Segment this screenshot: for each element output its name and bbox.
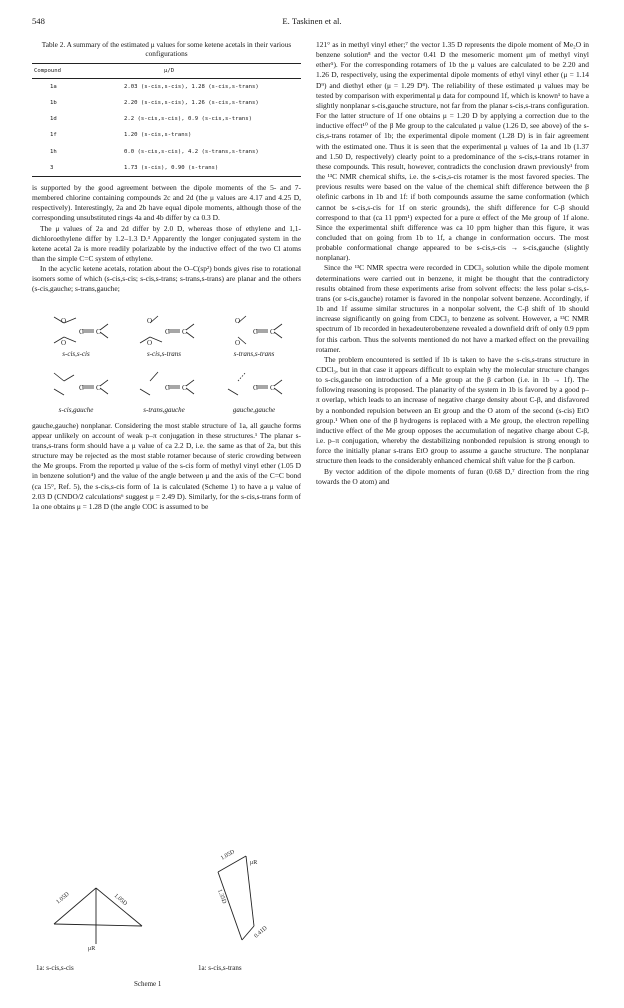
scheme-1 bbox=[32, 826, 332, 996]
conformer-label: s-cis,gauche bbox=[58, 405, 94, 414]
atom-c: C bbox=[182, 327, 187, 336]
atom-o: O bbox=[147, 316, 153, 325]
table-row bbox=[32, 144, 301, 160]
scheme-label-b: 1a: s-cis,s-trans bbox=[198, 964, 242, 972]
value-cell: 2.03 (s-cis,s-cis), 1.28 (s-cis,s-trans) bbox=[124, 83, 259, 90]
page-header bbox=[32, 16, 592, 30]
right-paragraph-1: 121° as in methyl vinyl ether;⁷ the vector 1.35 D represents the dipole moment of Me₂O in benzene solution⁸ and the vector 0.41 D the mesomeric moment μm of methyl vinyl ether⁵). For the corresponding rotamers of 1b the μ values are calculated to be 2.20 and 1.26 D, respectively, using the experimental dipole moments of ethyl vinyl ether (μ = 1.14 D⁹) and diethyl ether (μ = 1.29 D⁸). The reliability of these estimated μ values may be tested by comparison with experimental μ data for compound 1f, which is known¹ to have a slightly nonplanar s-cis,gauche structure, not far from the planar s-cis,s-trans configuration. For the latter structure of 1f one obtains μ = 1.20 D by applying a correction due to the inductive effect¹⁰ of the β Me group to the calculated μ value (1.26 D, see above) of the s-cis,s-trans rotamer of 1b; the experimental dipole moment (1.28 D) is in fair agreement with the estimated one. Thus it is seen that the experimental μ values of 1a and 1b (1.37 and 1.50 D, respectively) clearly point to a predominance of the s-cis,s-trans rotamer in these compounds. This result, however, contradicts the conclusion drawn previously¹ from the ¹³C NMR chemical shifts, i.e. the s-cis,s-cis rotamer is the most favored species. The previous results were based on the value of the chemical shift difference between the β olefinic carbons in 1b and 1f: if both compounds assume the same conformation (which cannot be s-cis,s-cis for 1f on steric grounds), the shift difference for C-β should correspond to that (ca 11 ppm¹) expected for a pure α effect of the Me group of 1f alone. Since the experimental shift difference was ca 10 ppm higher than this figure, it was concluded that on going from 1b to 1f, a change in conformation occurs. The most probable conformational change appeared to be s-cis,s-cis → s-cis,gauche (slightly nonplanar). bbox=[316, 40, 589, 263]
atom-o: O bbox=[61, 316, 67, 325]
value-cell: 0.0 (s-cis,s-cis), 4.2 (s-trans,s-trans) bbox=[124, 148, 259, 155]
atom-c: C bbox=[96, 383, 101, 392]
running-head: E. Taskinen et al. bbox=[282, 16, 342, 26]
atom-c: C bbox=[96, 327, 101, 336]
atom-o: O bbox=[235, 316, 241, 325]
value-cell: 1.20 (s-cis,s-trans) bbox=[124, 132, 192, 139]
atom-c: C bbox=[165, 383, 170, 392]
vector-label: 1.05D bbox=[220, 849, 236, 862]
value-cell: 1.73 (s-cis), 0.90 (s-trans) bbox=[122, 160, 301, 177]
scheme-label-a: 1a: s-cis,s-cis bbox=[36, 964, 74, 972]
compound-cell: 1b bbox=[50, 100, 57, 107]
right-column bbox=[316, 40, 589, 487]
atom-c: C bbox=[165, 327, 170, 336]
conformer-figure bbox=[32, 301, 301, 417]
vector-label: 1.05D bbox=[55, 891, 71, 906]
table-row bbox=[32, 127, 301, 143]
left-paragraph-3: In the acyclic ketene acetals, rotation about the O–C(sp²) bonds gives rise to rotational isomers some of which (s-cis,s-cis; s-cis,s-trans; s-trans,s-trans) are planar and the others (s-cis,gauche; s-trans,gauche; bbox=[32, 264, 301, 294]
atom-o: O bbox=[61, 338, 67, 347]
conformer-label: s-trans,s-trans bbox=[233, 349, 275, 358]
right-paragraph-4: By vector addition of the dipole moments of furan (0.68 D,⁷ direction from the ring towards the O atom) and bbox=[316, 466, 589, 486]
compound-cell: 1f bbox=[50, 132, 57, 139]
vector-label: 0.41D bbox=[253, 925, 269, 940]
atom-c: C bbox=[79, 327, 84, 336]
atom-o: O bbox=[235, 338, 241, 347]
right-paragraph-2: Since the ¹³C NMR spectra were recorded in CDCl₃ solution while the dipole moment determinations were carried out in benzene, it might be thought that the contradictory results obtained from these experiments arise from solvent effects: the less polar s-cis,s-trans (or s-cis,gauche) rotamer is favored in the nonpolar solvent benzene. Accordingly, if 1b and 1f assume similar structures in a nonpolar solvent, the C-β shift of 1b should increase significantly on going from CDCl₃ to benzene as solvent. However, a ¹³C NMR spectrum of 1b recorded in hexadeuterobenzene revealed a downfield drift of only 0.9 ppm for this carbon. Thus the solvents mentioned do not have a marked effect on the prevailing rotamer. bbox=[316, 263, 589, 354]
table-row bbox=[32, 160, 301, 177]
vector-label: 1.35D bbox=[216, 888, 227, 905]
value-cell: 2.2 (s-cis,s-cis), 0.9 (s-cis,s-trans) bbox=[124, 116, 252, 123]
scheme-vectors bbox=[32, 826, 332, 996]
mu-r-label: μR bbox=[88, 946, 96, 952]
conformer-label: gauche,gauche bbox=[232, 405, 276, 414]
table-caption: Table 2. A summary of the estimated μ values for some ketene acetals in their various configurations bbox=[41, 40, 292, 59]
structure-s-trans-s-trans bbox=[238, 316, 282, 344]
table-row bbox=[32, 111, 301, 127]
vector-label: 1.05D bbox=[112, 892, 128, 908]
conformer-label: s-cis,s-trans bbox=[146, 349, 182, 358]
value-cell: 2.20 (s-cis,s-cis), 1.26 (s-cis,s-trans) bbox=[124, 100, 259, 107]
atom-c: C bbox=[182, 383, 187, 392]
atom-c: C bbox=[270, 383, 275, 392]
column-header: μ/D bbox=[122, 63, 301, 78]
left-column bbox=[32, 40, 301, 512]
mu-r-label: μR bbox=[250, 860, 258, 866]
atom-c: C bbox=[79, 383, 84, 392]
atom-o: O bbox=[147, 338, 153, 347]
right-paragraph-3: The problem encountered is settled if 1b is taken to have the s-cis,s-trans structure in CDCl₃, but in that case it appears difficult to explain why the molecular structure changes to s-cis,gauche on introduction of a Me group at the β carbon (i.e. in 1b → 1f). The following reasoning is proposed. The planarity of the system in 1b is favored by a good p–π overlap, which leads to an increase of negative charge density about C-β, and disfavored by a nonbonded repulsion between an Et group and the O atom of the second (s-cis) EtO group.¹ When one of the β hydrogens is replaced with a Me group, the electron repelling inductive effect of the Me group opposes the accumulation of negative charge about C-β, i.e. p–π conjugation, whereby the destabilizing nonbonded repulsion is strong enough to force the initially planar s-trans EtO group to assume a gauche structure. The nonplanar structure then leads to the considerably enhanced chemical shift value for the β carbon. bbox=[316, 354, 589, 466]
atom-c: C bbox=[270, 327, 275, 336]
table-header-row bbox=[32, 63, 301, 78]
scheme-title: Scheme 1 bbox=[134, 980, 162, 988]
conformer-label: s-cis,s-cis bbox=[62, 349, 90, 358]
column-header: Compound bbox=[32, 63, 122, 78]
table-row bbox=[32, 78, 301, 95]
left-paragraph-1: is supported by the good agreement between the dipole moments of the 5- and 7-membered chlorine containing compounds 2c and 2d (the μ values are 4.17 and 4.25 D, respectively). Interestingly, 2a and 2b have equal dipole moments, although those of the corresponding unsubstituted rings 4a and 4b differ by ca 0.3 D. bbox=[32, 182, 301, 223]
conformer-label: s-trans,gauche bbox=[143, 405, 185, 414]
left-paragraph-2: The μ values of 2a and 2d differ by 2.0 D, whereas those of ethylene and 1,1-dichloroethylene differ by 1.2–1.3 D.³ Apparently the longer conjugated system in the ketene acetal 2a is more readily polarizable by the inductive effect of the two Cl atoms than the simple C=C system of ethylene. bbox=[32, 223, 301, 263]
atom-c: C bbox=[253, 383, 258, 392]
left-paragraph-4: gauche,gauche) nonplanar. Considering the most stable structure of 1a, all gauche forms appear unlikely on account of weak p–π conjugation in these structures.¹ The planar s-trans,s-trans form should have a μ value of ca 2.2 D, i.e. the same as that of 2a, but this structure may be rejected as the most stable rotamer because of steric crowding between the Me groups. From the reported μ value of the s-cis form of methyl vinyl ether (1.05 D in benzene solution⁴) and the value of the angle between μ and the axis of the C=C bond (ca 15°, Ref. 5), the s-cis,s-cis form of 1a is calculated (Scheme 1) to have a μ value of 2.03 D (CNDO/2 calculations⁶ suggest μ = 2.49 D). Similarly, for the s-cis,s-trans form of 1a one obtains μ = 1.28 D (the angle COC is assumed to be bbox=[32, 420, 301, 511]
compound-cell: 1h bbox=[50, 148, 57, 155]
atom-c: C bbox=[253, 327, 258, 336]
compound-cell: 1a bbox=[50, 83, 57, 90]
compound-cell: 1d bbox=[50, 116, 57, 123]
dipole-table bbox=[32, 63, 301, 177]
page-number: 548 bbox=[32, 16, 45, 26]
table-row bbox=[32, 95, 301, 111]
compound-cell: 3 bbox=[32, 160, 122, 177]
